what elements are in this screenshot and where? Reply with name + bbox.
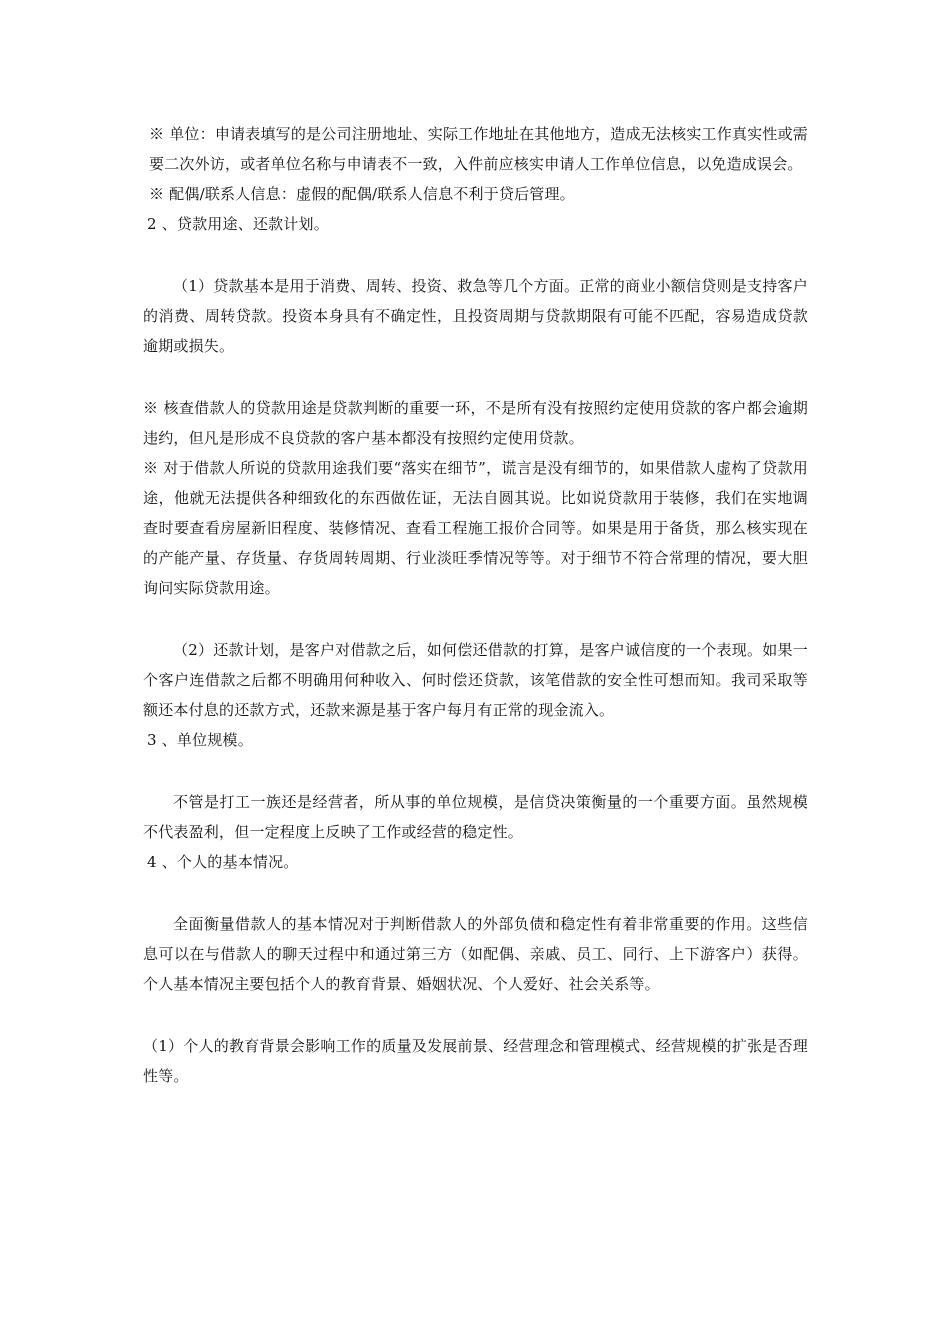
paragraph-education-background: （1）个人的教育背景会影响工作的质量及发展前景、经营理念和管理模式、经营规模的扩张是否理性等。 [143,1037,808,1085]
paragraph-repayment-plan: （2）还款计划，是客户对借款之后，如何偿还借款的打算，是客户诚信度的一个表现。如果一个客户连借款之后都不明确用何种收入、何时偿还贷款，该笔借款的安全性可想而知。我司采取等额还本付息的还款方式，还款来源是基于客户每月有正常的现金流入。 [143,641,808,719]
heading-loan-purpose: 2 、贷款用途、还款计划。 [147,215,329,233]
paragraph-spouse-contact-note: ※ 配偶/联系人信息：虚假的配偶/联系人信息不利于贷后管理。 [149,185,575,203]
paragraph-loan-purpose-1: （1）贷款基本是用于消费、周转、投资、救急等几个方面。正常的商业小额信贷则是支持客户的消费、周转贷款。投资本身具有不确定性，且投资周期与贷款期限有可能不匹配，容易造成贷款逾期或损失。 [143,277,808,355]
paragraph-personal-info: 全面衡量借款人的基本情况对于判断借款人的外部负债和稳定性有着非常重要的作用。这些信息可以在与借款人的聊天过程中和通过第三方（如配偶、亲戚、员工、同行、上下游客户）获得。个人基本情况主要包括个人的教育背景、婚姻状况、个人爱好、社会关系等。 [143,915,808,993]
document-body [143,119,808,1091]
heading-unit-scale: 3 、单位规模。 [147,731,253,749]
paragraph-unit-note: ※ 单位：申请表填写的是公司注册地址、实际工作地址在其他地方，造成无法核实工作真实性或需要二次外访，或者单位名称与申请表不一致，入件前应核实申请人工作单位信息，以免造成误会。 [149,125,808,173]
paragraph-unit-scale: 不管是打工一族还是经营者，所从事的单位规模，是信贷决策衡量的一个重要方面。虽然规模不代表盈利，但一定程度上反映了工作或经营的稳定性。 [143,793,808,841]
heading-personal-info: 4 、个人的基本情况。 [147,853,299,871]
paragraph-detail-note: ※ 对于借款人所说的贷款用途我们要“落实在细节”，谎言是没有细节的，如果借款人虚构了贷款用途，他就无法提供各种细致化的东西做佐证，无法自圆其说。比如说贷款用于装修，我们在实地调查时要查看房屋新旧程度、装修情况、查看工程施工报价合同等。如果是用于备货，那么核实现在的产能产量、存货量、存货周转周期、行业淡旺季情况等等。对于细节不符合常理的情况，要大胆询问实际贷款用途。 [143,459,808,597]
paragraph-verify-purpose-note: ※ 核查借款人的贷款用途是贷款判断的重要一环，不是所有没有按照约定使用贷款的客户都会逾期违约，但凡是形成不良贷款的客户基本都没有按照约定使用贷款。 [143,399,808,447]
